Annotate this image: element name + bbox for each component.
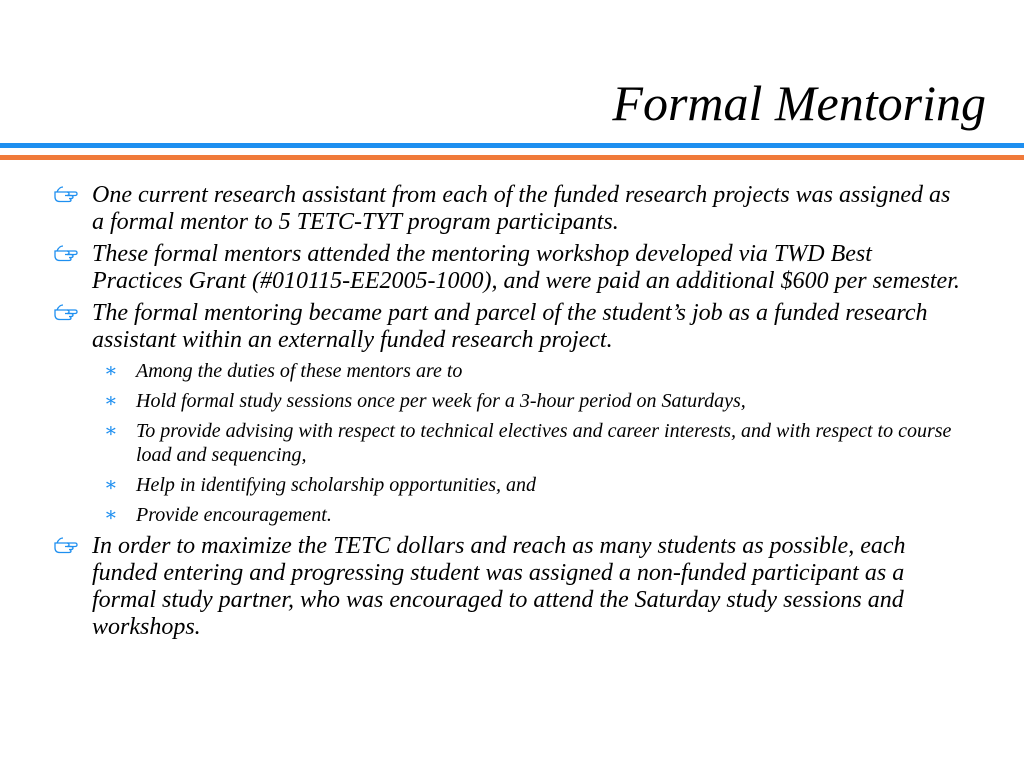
sub-bullet-text: Hold formal study sessions once per week for a 3-hour period on Saturdays, [136, 390, 746, 412]
slide-title: Formal Mentoring [612, 75, 986, 131]
pointing-hand-icon [54, 243, 78, 263]
bullet-item [52, 533, 962, 641]
pointing-hand-icon [54, 535, 78, 555]
bullet-item [52, 300, 962, 354]
bullet-text: One current research assistant from each of the funded research projects was assigned as a formal mentor to 5 TETC-TYT program participants. [92, 182, 951, 235]
sub-bullet-item [104, 389, 962, 413]
bullet-list [52, 182, 962, 646]
sub-bullet-item [104, 503, 962, 527]
bullet-item [52, 182, 962, 236]
asterisk-icon: ∗ [104, 474, 118, 496]
bullet-item [52, 241, 962, 295]
sub-bullet-text: Provide encouragement. [136, 504, 332, 526]
bullet-text: These formal mentors attended the mentoring workshop developed via TWD Best Practices Grant (#010115-EE2005-1000), and were paid an additional $600 per semester. [92, 241, 960, 294]
sub-bullet-item [104, 359, 962, 383]
title-rule-orange [0, 155, 1024, 160]
sub-bullet-item [104, 473, 962, 497]
sub-bullet-item [104, 419, 962, 467]
asterisk-icon: ∗ [104, 360, 118, 382]
asterisk-icon: ∗ [104, 390, 118, 412]
sub-bullet-text: Help in identifying scholarship opportunities, and [136, 474, 536, 496]
asterisk-icon: ∗ [104, 420, 118, 442]
sub-bullet-text: To provide advising with respect to technical electives and career interests, and with respect to course load and sequencing, [136, 420, 952, 466]
title-rule-blue [0, 143, 1024, 148]
bullet-text: The formal mentoring became part and parcel of the student’s job as a funded research assistant within an externally funded research project. [92, 300, 928, 353]
sub-bullet-text: Among the duties of these mentors are to [136, 360, 463, 382]
bullet-text: In order to maximize the TETC dollars and reach as many students as possible, each funded entering and progressing student was assigned a non-funded participant as a formal study partner, who was encouraged to attend the Saturday study sessions and workshops. [92, 533, 906, 640]
sub-bullet-list [104, 359, 962, 527]
asterisk-icon: ∗ [104, 504, 118, 526]
pointing-hand-icon [54, 302, 78, 322]
pointing-hand-icon [54, 184, 78, 204]
